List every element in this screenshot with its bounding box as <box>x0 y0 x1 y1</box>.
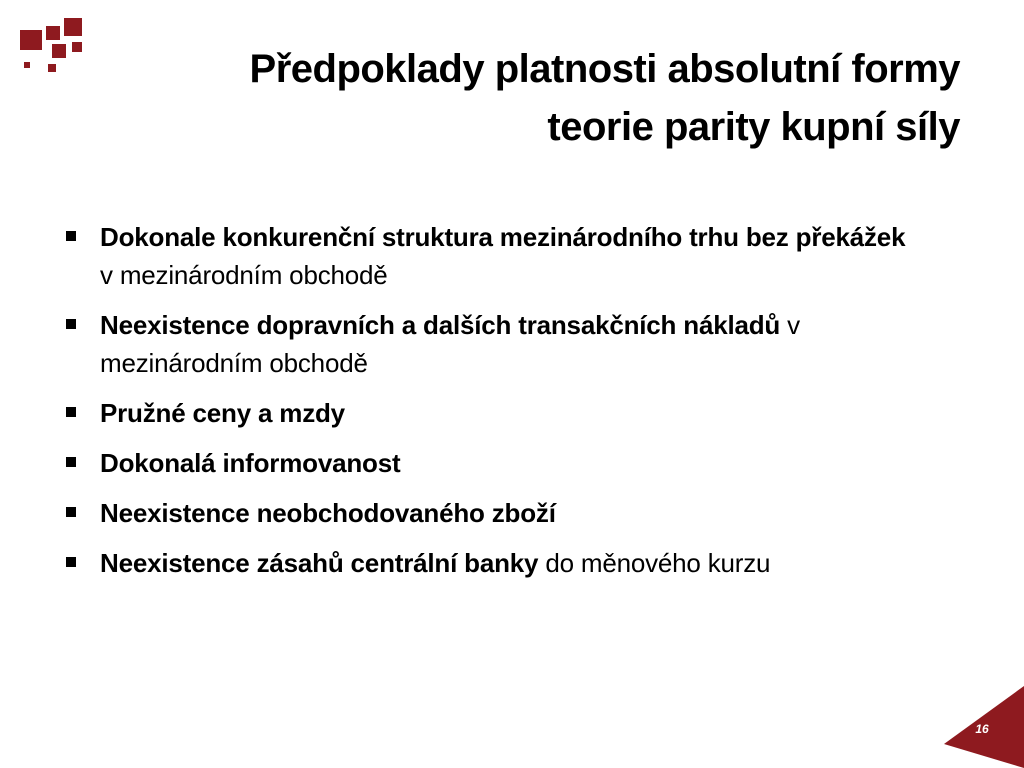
bullet-normal-text: v mezinárodním obchodě <box>100 310 800 378</box>
title-line-1: Předpoklady platnosti absolutní formy <box>249 47 960 91</box>
bullet-bold-text: Dokonalá informovanost <box>100 448 401 478</box>
bullet-bold-text: Dokonale konkurenční struktura mezinárodního trhu bez překážek <box>100 222 906 252</box>
square-bullet-icon <box>66 231 76 241</box>
list-item <box>62 394 922 432</box>
square-bullet-icon <box>66 557 76 567</box>
square-bullet-icon <box>66 507 76 517</box>
bullet-bold-text: Neexistence dopravních a dalších transakčních nákladů <box>100 310 781 340</box>
bullet-normal-text: v mezinárodním obchodě <box>100 260 388 290</box>
page-title <box>140 40 960 156</box>
title-line-2: teorie parity kupní síly <box>547 105 960 149</box>
list-item <box>62 444 922 482</box>
list-item <box>62 544 922 582</box>
bullet-list <box>62 218 922 594</box>
list-item <box>62 494 922 532</box>
list-item <box>62 218 922 294</box>
bullet-bold-text: Pružné ceny a mzdy <box>100 398 345 428</box>
bullet-bold-text: Neexistence neobchodovaného zboží <box>100 498 556 528</box>
square-bullet-icon <box>66 457 76 467</box>
bullet-bold-text: Neexistence zásahů centrální banky <box>100 548 539 578</box>
square-bullet-icon <box>66 407 76 417</box>
page-number: 16 <box>975 722 989 736</box>
list-item <box>62 306 922 382</box>
square-bullet-icon <box>66 319 76 329</box>
bullet-normal-text: do měnového kurzu <box>538 548 771 578</box>
squares-logo-icon <box>0 0 100 80</box>
